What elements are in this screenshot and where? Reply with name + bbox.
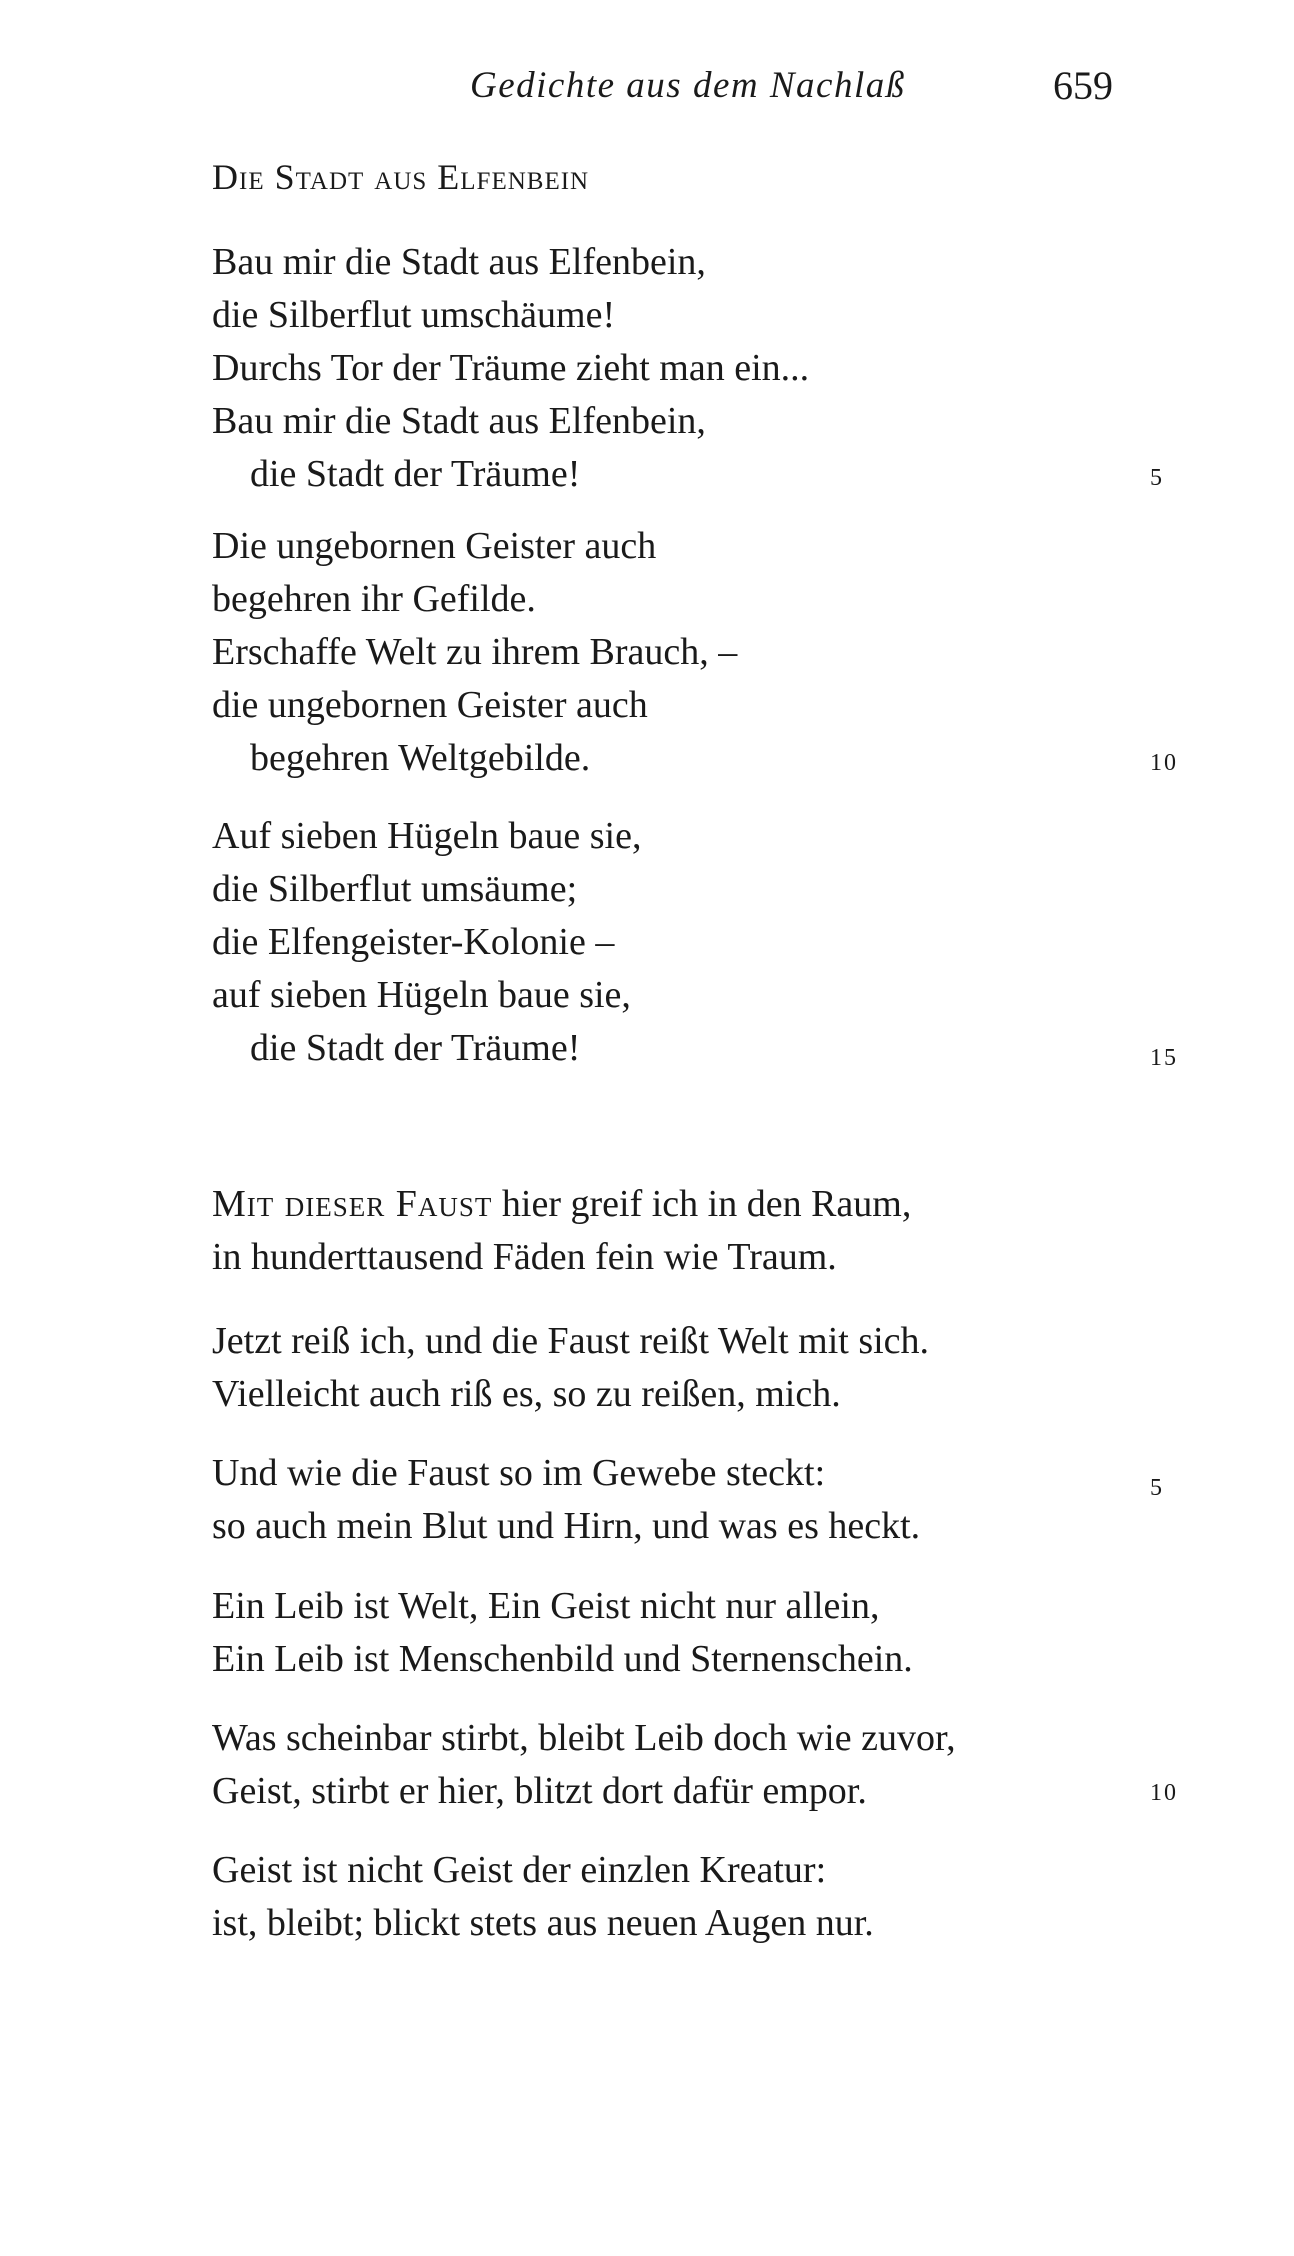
poem2-stanza-6 xyxy=(212,1844,874,1950)
verse-line: begehren Weltgebilde. xyxy=(250,737,591,779)
verse-line: die Silberflut umsäume; xyxy=(212,868,578,910)
verse-line: Jetzt reiß ich, und die Faust reißt Welt mit sich. xyxy=(212,1320,930,1362)
verse-line: Bau mir die Stadt aus Elfenbein, xyxy=(212,241,706,283)
verse-line: Bau mir die Stadt aus Elfenbein, xyxy=(212,400,706,442)
poem-title: Die Stadt aus Elfenbein xyxy=(212,157,590,197)
verse-line: Geist ist nicht Geist der einzlen Kreatur: xyxy=(212,1849,827,1891)
poem2-stanza-3 xyxy=(212,1447,920,1553)
verse-line: Und wie die Faust so im Gewebe steckt: xyxy=(212,1452,826,1494)
line-number: 5 xyxy=(1150,1475,1164,1501)
verse-line: die Silberflut umschäume! xyxy=(212,294,616,336)
poem1-stanza-1 xyxy=(212,236,809,501)
line-number: 10 xyxy=(1150,1780,1178,1806)
verse-line: Was scheinbar stirbt, bleibt Leib doch wie zuvor, xyxy=(212,1717,956,1759)
verse-line: so auch mein Blut und Hirn, und was es heckt. xyxy=(212,1505,921,1547)
poem2-stanza-4 xyxy=(212,1580,913,1686)
verse-line: in hunderttausend Fäden fein wie Traum. xyxy=(212,1236,837,1278)
verse-line: Erschaffe Welt zu ihrem Brauch, – xyxy=(212,631,738,673)
verse-line xyxy=(212,1178,911,1231)
verse-line: auf sieben Hügeln baue sie, xyxy=(212,974,631,1016)
verse-line: Durchs Tor der Träume zieht man ein... xyxy=(212,347,810,389)
poem2-stanza-2 xyxy=(212,1315,929,1421)
poem2-stanza-5 xyxy=(212,1712,956,1818)
verse-line: Die ungebornen Geister auch xyxy=(212,525,657,567)
running-head: Gedichte aus dem Nachlaß xyxy=(470,65,906,106)
poem1-stanza-3 xyxy=(212,810,642,1075)
verse-line: die Stadt der Träume! xyxy=(250,1027,581,1069)
line-number: 5 xyxy=(1150,465,1164,491)
verse-line: die ungebornen Geister auch xyxy=(212,684,648,726)
verse-line: Vielleicht auch riß es, so zu reißen, mich. xyxy=(212,1373,841,1415)
poem1-stanza-2 xyxy=(212,520,737,785)
verse-line: Geist, stirbt er hier, blitzt dort dafür empor. xyxy=(212,1770,867,1812)
page-number: 659 xyxy=(1053,63,1113,108)
verse-line: ist, bleibt; blickt stets aus neuen Augen nur. xyxy=(212,1902,874,1944)
verse-line: begehren ihr Gefilde. xyxy=(212,578,536,620)
poem2-incipit: Mit dieser Faust xyxy=(212,1183,493,1225)
verse-line: die Elfengeister-Kolonie – xyxy=(212,921,615,963)
line-number: 15 xyxy=(1150,1045,1178,1071)
verse-line: Ein Leib ist Welt, Ein Geist nicht nur allein, xyxy=(212,1585,880,1627)
verse-line: Auf sieben Hügeln baue sie, xyxy=(212,815,642,857)
verse-line: die Stadt der Träume! xyxy=(250,453,581,495)
poem2-stanza-1 xyxy=(212,1178,911,1284)
verse-line: Ein Leib ist Menschenbild und Sternenschein. xyxy=(212,1638,913,1680)
line-number: 10 xyxy=(1150,750,1178,776)
poem2-first-line-rest: hier greif ich in den Raum, xyxy=(492,1183,912,1225)
